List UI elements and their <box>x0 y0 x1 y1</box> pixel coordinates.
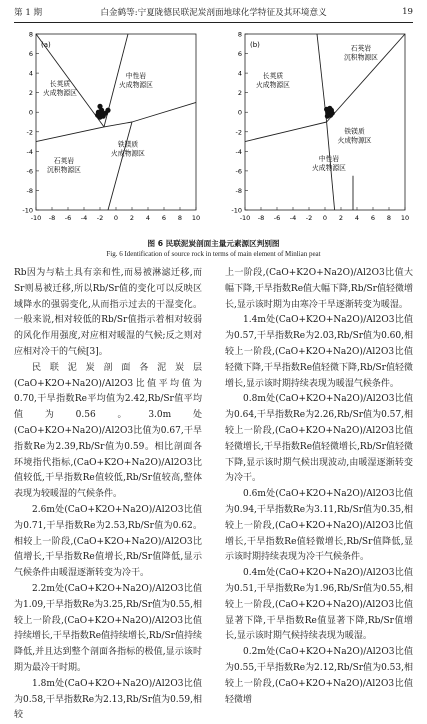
region-label: 沉积物源区 <box>344 53 378 62</box>
y-tick-label: 0 <box>237 108 242 117</box>
issue-number: 第 1 期 <box>14 8 43 18</box>
region-label: 石英岩 <box>350 44 372 53</box>
y-tick-label: -6 <box>26 167 33 176</box>
x-tick-label: 6 <box>370 214 376 222</box>
region-label: 中性岩 <box>318 155 340 164</box>
region-label: 火成物源区 <box>119 81 153 89</box>
plot-frame <box>36 34 196 210</box>
paragraph: 民联泥炭剖面各泥炭层(CaO+K2O+Na2O)/Al2O3比值平均值为0.70,干旱指数Re平均值为2.42,Rb/Sr值平均值为0.56。3.0m处(CaO+K2O+Na2O)/Al2O3比值为0.67,干旱指数Re为2.39,Rb/Sr值为0.59。相比剖面各环境指代指标,(CaO+K2O+Na2O)/Al2O3比值较低,干旱指数Re值较低,Rb/Sr值较高,整体表现为较暖湿的气候条件。 <box>14 362 202 500</box>
text-column-left <box>14 266 202 724</box>
panel-b-plot <box>223 28 413 236</box>
region-label: 火成物源区 <box>337 136 372 145</box>
y-tick-label: 6 <box>28 50 33 59</box>
x-tick-label: -10 <box>30 214 42 222</box>
y-tick-label: -4 <box>26 147 33 156</box>
paragraph: 1.8m处(CaO+K2O+Na2O)/Al2O3比值为0.58,干旱指数Re为2.13,Rb/Sr值为0.59,相较 <box>14 678 202 721</box>
sample-point <box>330 111 335 116</box>
sample-point <box>325 114 330 119</box>
region-label: 长英质 <box>262 72 284 80</box>
running-title: 白金鹤等:宁夏陇德民联泥炭剖面地球化学特征及其环境意义 <box>100 8 327 18</box>
paragraph: 0.6m处(CaO+K2O+Na2O)/Al2O3比值为0.94,干旱指数Re为3.11,Rb/Sr值为0.35,相较上一阶段,(CaO+K2O+Na2O)/Al2O3比值增长,干旱指数Re值轻微增长,Rb/Sr值降低,显示该时期持续表现为冷干气候条件。 <box>225 489 413 563</box>
x-tick-label: 8 <box>177 214 183 222</box>
x-tick-label: 6 <box>161 214 167 222</box>
x-tick-label: -2 <box>96 214 104 222</box>
x-tick-label: 0 <box>322 214 328 222</box>
x-tick-label: -6 <box>64 214 72 222</box>
y-tick-label: 2 <box>28 89 33 98</box>
x-tick-label: -4 <box>289 214 297 222</box>
y-tick-label: -6 <box>235 167 242 176</box>
figure-caption-en: Fig. 6 Identification of source rock in terms of main element of Minlian peat <box>106 250 321 258</box>
boundary-line <box>36 127 104 142</box>
x-tick-label: -8 <box>48 214 56 222</box>
y-tick-label: -2 <box>235 128 242 137</box>
running-header <box>14 6 413 18</box>
x-tick-label: -4 <box>80 214 88 222</box>
y-tick-label: -8 <box>26 186 33 195</box>
x-tick-label: 2 <box>129 214 135 222</box>
region-label: 火成物源区 <box>43 88 77 97</box>
y-tick-label: 6 <box>237 50 242 59</box>
paragraph: 1.4m处(CaO+K2O+Na2O)/Al2O3比值为0.57,干旱指数Re为2.03,Rb/Sr值为0.60,相较上一阶段,(CaO+K2O+Na2O)/Al2O3比值轻微下降,干旱指数Re值轻微下降,Rb/Sr值轻微增长,显示该时期持续表现为暖湿气候条件。 <box>225 315 413 389</box>
region-label: 铁镁质 <box>117 140 139 149</box>
paragraph: 0.2m处(CaO+K2O+Na2O)/Al2O3比值为0.55,干旱指数Re为2.12,Rb/Sr值为0.53,相较上一阶段,(CaO+K2O+Na2O)/Al2O3比值轻微增 <box>225 647 413 705</box>
region-label: 火成物源区 <box>111 149 145 158</box>
x-tick-label: 4 <box>145 214 151 222</box>
y-tick-label: 0 <box>28 108 33 117</box>
y-tick-label: -10 <box>231 206 242 215</box>
region-label: 中性岩 <box>125 72 147 80</box>
y-tick-label: -2 <box>26 128 33 137</box>
boundary-line <box>104 122 132 127</box>
y-tick-label: -8 <box>235 186 242 195</box>
region-label: 长英质 <box>49 79 71 88</box>
paragraph: 0.8m处(CaO+K2O+Na2O)/Al2O3比值为0.64,干旱指数Re为2.26,Rb/Sr值为0.57,相较上一阶段,(CaO+K2O+Na2O)/Al2O3比值轻微增长,干旱指数Re值轻微增长,Rb/Sr值轻微下降,显示该时期气候出现波动,由暖湿逐渐转变为冷干。 <box>225 394 413 484</box>
x-tick-label: 0 <box>113 214 119 222</box>
region-label: 石英岩 <box>53 157 75 166</box>
paragraph: 0.4m处(CaO+K2O+Na2O)/Al2O3比值为0.51,干旱指数Re为1.96,Rb/Sr值为0.55,相较上一阶段,(CaO+K2O+Na2O)/Al2O3比值显著下降,干旱指数Re值显著下降,Rb/Sr值增长,显示该时期气候持续表现为暖湿。 <box>225 568 413 642</box>
paragraph: 2.2m处(CaO+K2O+Na2O)/Al2O3比值为1.09,干旱指数Re为3.25,Rb/Sr值为0.55,相较上一阶段,(CaO+K2O+Na2O)/Al2O3比值持续增长,干旱指数Re值持续增长,Rb/Sr值持续降低,并且达到整个剖面各指标的极值,显示该时期为最冷干时期。 <box>14 583 202 673</box>
sample-point <box>95 113 100 118</box>
region-label: 沉积物源区 <box>47 166 81 175</box>
sample-point <box>105 108 110 113</box>
x-tick-label: -6 <box>273 214 281 222</box>
y-tick-label: 8 <box>237 30 242 39</box>
x-tick-label: 8 <box>386 214 392 222</box>
panel-label: (a) <box>41 41 51 49</box>
region-label: 火成物源区 <box>312 164 346 173</box>
page-number: 19 <box>402 7 413 17</box>
x-tick-label: 4 <box>354 214 360 222</box>
header-rule <box>14 22 413 23</box>
x-tick-label: 10 <box>191 214 201 222</box>
paragraph: 2.6m处(CaO+K2O+Na2O)/Al2O3比值为0.71,干旱指数Re为2.53,Rb/Sr值为0.62。相较上一阶段,(CaO+K2O+Na2O)/Al2O3比值增长,干旱指数Re值增长,Rb/Sr值降低,显示气候条件由暖湿逐渐转变为冷干。 <box>14 504 202 579</box>
region-label: 铁镁质 <box>344 127 365 136</box>
y-tick-label: 2 <box>237 89 242 98</box>
panel-a-plot <box>14 28 204 236</box>
x-tick-label: 10 <box>400 214 410 222</box>
panel-label: (b) <box>250 41 260 49</box>
region-label: 火成物源区 <box>256 81 290 89</box>
paragraph: 上一阶段,(CaO+K2O+Na2O)/Al2O3比值大幅下降,干旱指数Re值大幅下降,Rb/Sr值轻微增长,显示该时期为由寒冷干旱逐渐转变为暖湿。 <box>225 268 413 310</box>
x-tick-label: -10 <box>239 214 251 222</box>
boundary-line <box>245 122 327 142</box>
boundary-line <box>132 102 196 122</box>
y-tick-label: 4 <box>28 69 33 78</box>
y-tick-label: 8 <box>28 30 33 39</box>
x-tick-label: -8 <box>257 214 265 222</box>
y-tick-label: -4 <box>235 147 242 156</box>
sample-point <box>327 106 332 111</box>
paragraph: Rb因为与粘土具有亲和性,而易被淋滤迁移,而Sr则易被迁移,所以Rb/Sr值的变化可以反映区域降水的强弱变化,从而指示过去的干湿变化。一般来说,相对较低的Rb/Sr值指示着相对较弱的风化作用强度,对应相对暖湿的气候;反之则对应相对冷干的气候[3]。 <box>14 268 202 357</box>
figure-6 <box>14 28 413 236</box>
y-tick-label: -10 <box>22 206 33 215</box>
text-column-right <box>225 266 413 708</box>
x-tick-label: 2 <box>338 214 344 222</box>
x-tick-label: -2 <box>305 214 313 222</box>
y-tick-label: 4 <box>237 69 242 78</box>
figure-caption-cn: 图 6 民联泥炭剖面主量元素源区判别图 <box>147 239 280 248</box>
boundary-line <box>108 122 132 210</box>
